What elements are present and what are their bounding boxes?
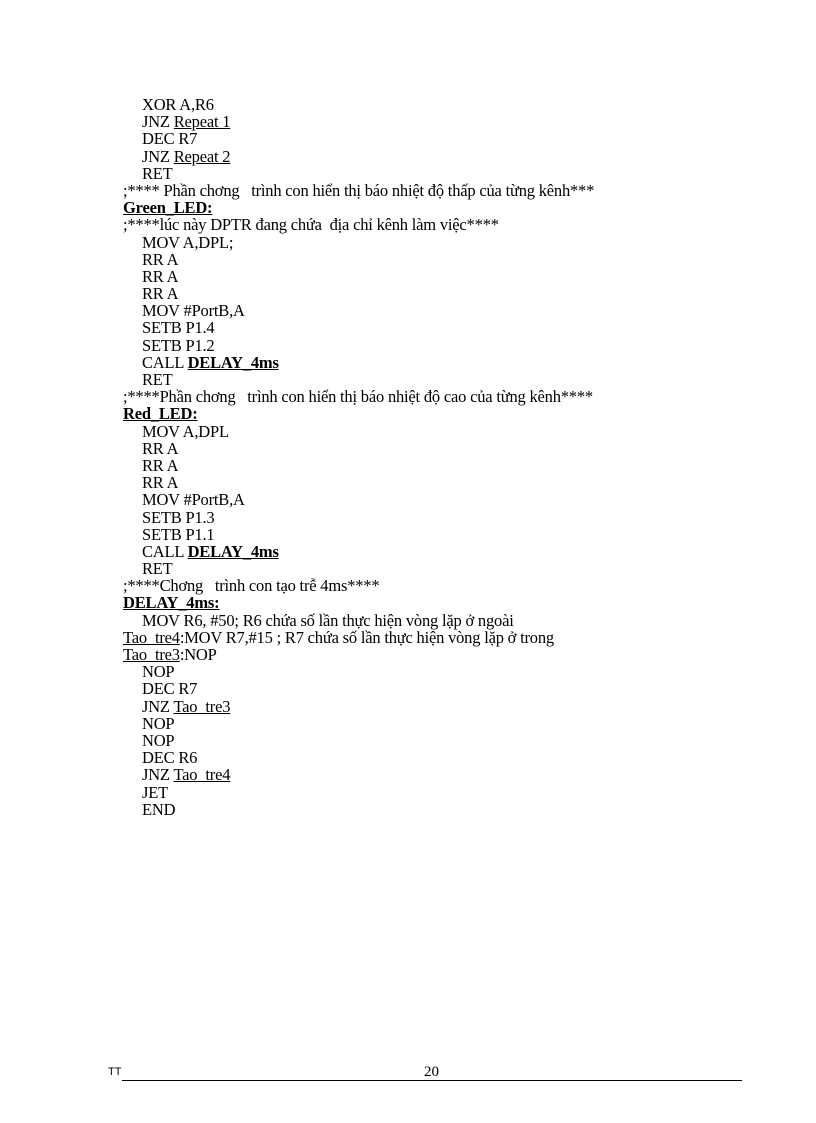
code-line: [123, 509, 763, 526]
code-line: [123, 560, 763, 577]
code-line: [123, 388, 763, 405]
code-text: RR A: [142, 473, 179, 493]
code-line: [123, 698, 763, 715]
code-text: JET: [142, 782, 168, 802]
code-text: :NOP: [179, 645, 217, 664]
code-line: [123, 784, 763, 801]
code-line: [123, 234, 763, 251]
code-line: [123, 749, 763, 766]
code-text: SETB P1.1: [142, 524, 215, 544]
code-line: [123, 577, 763, 594]
code-line: [123, 319, 763, 336]
code-text: MOV R6, #50; R6 chứa số lần thực hiện vòng lặp ở ngoài: [142, 610, 514, 630]
code-text: XOR A,R6: [142, 95, 214, 114]
code-text: MOV A,DPL: [142, 421, 229, 441]
code-line: [123, 148, 763, 165]
code-line: [123, 543, 763, 560]
code-line: [123, 612, 763, 629]
code-line: [123, 337, 763, 354]
code-line: [123, 801, 763, 818]
code-text: RR A: [142, 438, 179, 458]
code-text: RR A: [142, 455, 179, 475]
code-text: RR A: [142, 249, 179, 269]
code-text: JNZ: [142, 765, 174, 785]
code-text: ;****lúc này DPTR đang chứa địa chỉ kênh làm việc****: [123, 215, 499, 235]
code-text: END: [142, 799, 176, 819]
code-text: MOV #PortB,A: [142, 301, 245, 321]
code-text: SETB P1.4: [142, 318, 215, 338]
code-text: SETB P1.3: [142, 507, 215, 527]
code-text: DEC R7: [142, 679, 198, 699]
code-reference: Tao_tre4: [173, 765, 231, 785]
code-line: [123, 285, 763, 302]
code-text: RET: [142, 559, 173, 579]
page-footer: [108, 1064, 742, 1084]
code-line: [123, 526, 763, 543]
code-line: [123, 371, 763, 388]
code-line: [123, 766, 763, 783]
page-number: 20: [424, 1064, 439, 1080]
code-text: CALL: [142, 352, 188, 372]
code-text: RET: [142, 163, 173, 183]
code-text: ;**** Phần chơng trình con hiển thị báo nhiệt độ thấp của từng kênh***: [123, 180, 595, 200]
code-text: SETB P1.2: [142, 335, 215, 355]
code-line: [123, 629, 763, 646]
code-line: [123, 268, 763, 285]
code-text: RR A: [142, 284, 179, 304]
code-line: [123, 130, 763, 147]
code-line: [123, 732, 763, 749]
code-text: JNZ: [142, 112, 174, 132]
code-text: CALL: [142, 541, 188, 561]
code-text: MOV #PortB,A: [142, 490, 245, 510]
code-line: [123, 302, 763, 319]
code-text: JNZ: [142, 696, 174, 716]
code-text: NOP: [142, 713, 175, 733]
code-text: DEC R7: [142, 129, 198, 149]
code-reference: Repeat 1: [173, 112, 231, 132]
footer-initials: TT: [108, 1066, 122, 1078]
code-line: [123, 199, 763, 216]
code-line: [123, 165, 763, 182]
code-line: [123, 440, 763, 457]
code-text: NOP: [142, 662, 175, 682]
code-line: [123, 216, 763, 233]
code-text: :MOV R7,#15 ; R7 chứa số lần thực hiện vòng lặp ở trong: [179, 627, 554, 647]
code-line: [123, 594, 763, 611]
code-text: JNZ: [142, 146, 174, 166]
code-line: [123, 457, 763, 474]
code-text: RR A: [142, 266, 179, 286]
code-line: [123, 680, 763, 697]
code-reference: Tao_tre3: [173, 696, 231, 716]
code-label: Green_LED:: [123, 198, 213, 218]
code-line: [123, 251, 763, 268]
code-line: [123, 96, 763, 113]
code-reference: DELAY_4ms: [187, 541, 279, 561]
code-line: [123, 663, 763, 680]
code-line: [123, 491, 763, 508]
code-line: [123, 423, 763, 440]
code-text: ;****Phần chơng trình con hiển thị báo nhiệt độ cao của từng kênh****: [123, 387, 593, 407]
code-line: [123, 405, 763, 422]
code-reference: Repeat 2: [173, 146, 231, 166]
code-text: NOP: [142, 730, 175, 750]
code-line: [123, 182, 763, 199]
code-text: DEC R6: [142, 748, 198, 768]
code-reference: DELAY_4ms: [187, 352, 279, 372]
code-text: MOV A,DPL;: [142, 232, 234, 252]
code-line: [123, 354, 763, 371]
code-reference: Tao_tre3: [123, 645, 180, 664]
code-line: [123, 646, 763, 663]
code-listing: [123, 96, 763, 818]
code-line: [123, 715, 763, 732]
code-label: DELAY_4ms:: [123, 593, 220, 613]
code-line: [123, 113, 763, 130]
code-text: ;****Chơng trình con tạo trễ 4ms****: [123, 576, 380, 596]
code-reference: Tao_tre4: [123, 627, 180, 647]
code-line: [123, 474, 763, 491]
code-label: Red_LED:: [123, 404, 198, 424]
code-text: RET: [142, 370, 173, 389]
